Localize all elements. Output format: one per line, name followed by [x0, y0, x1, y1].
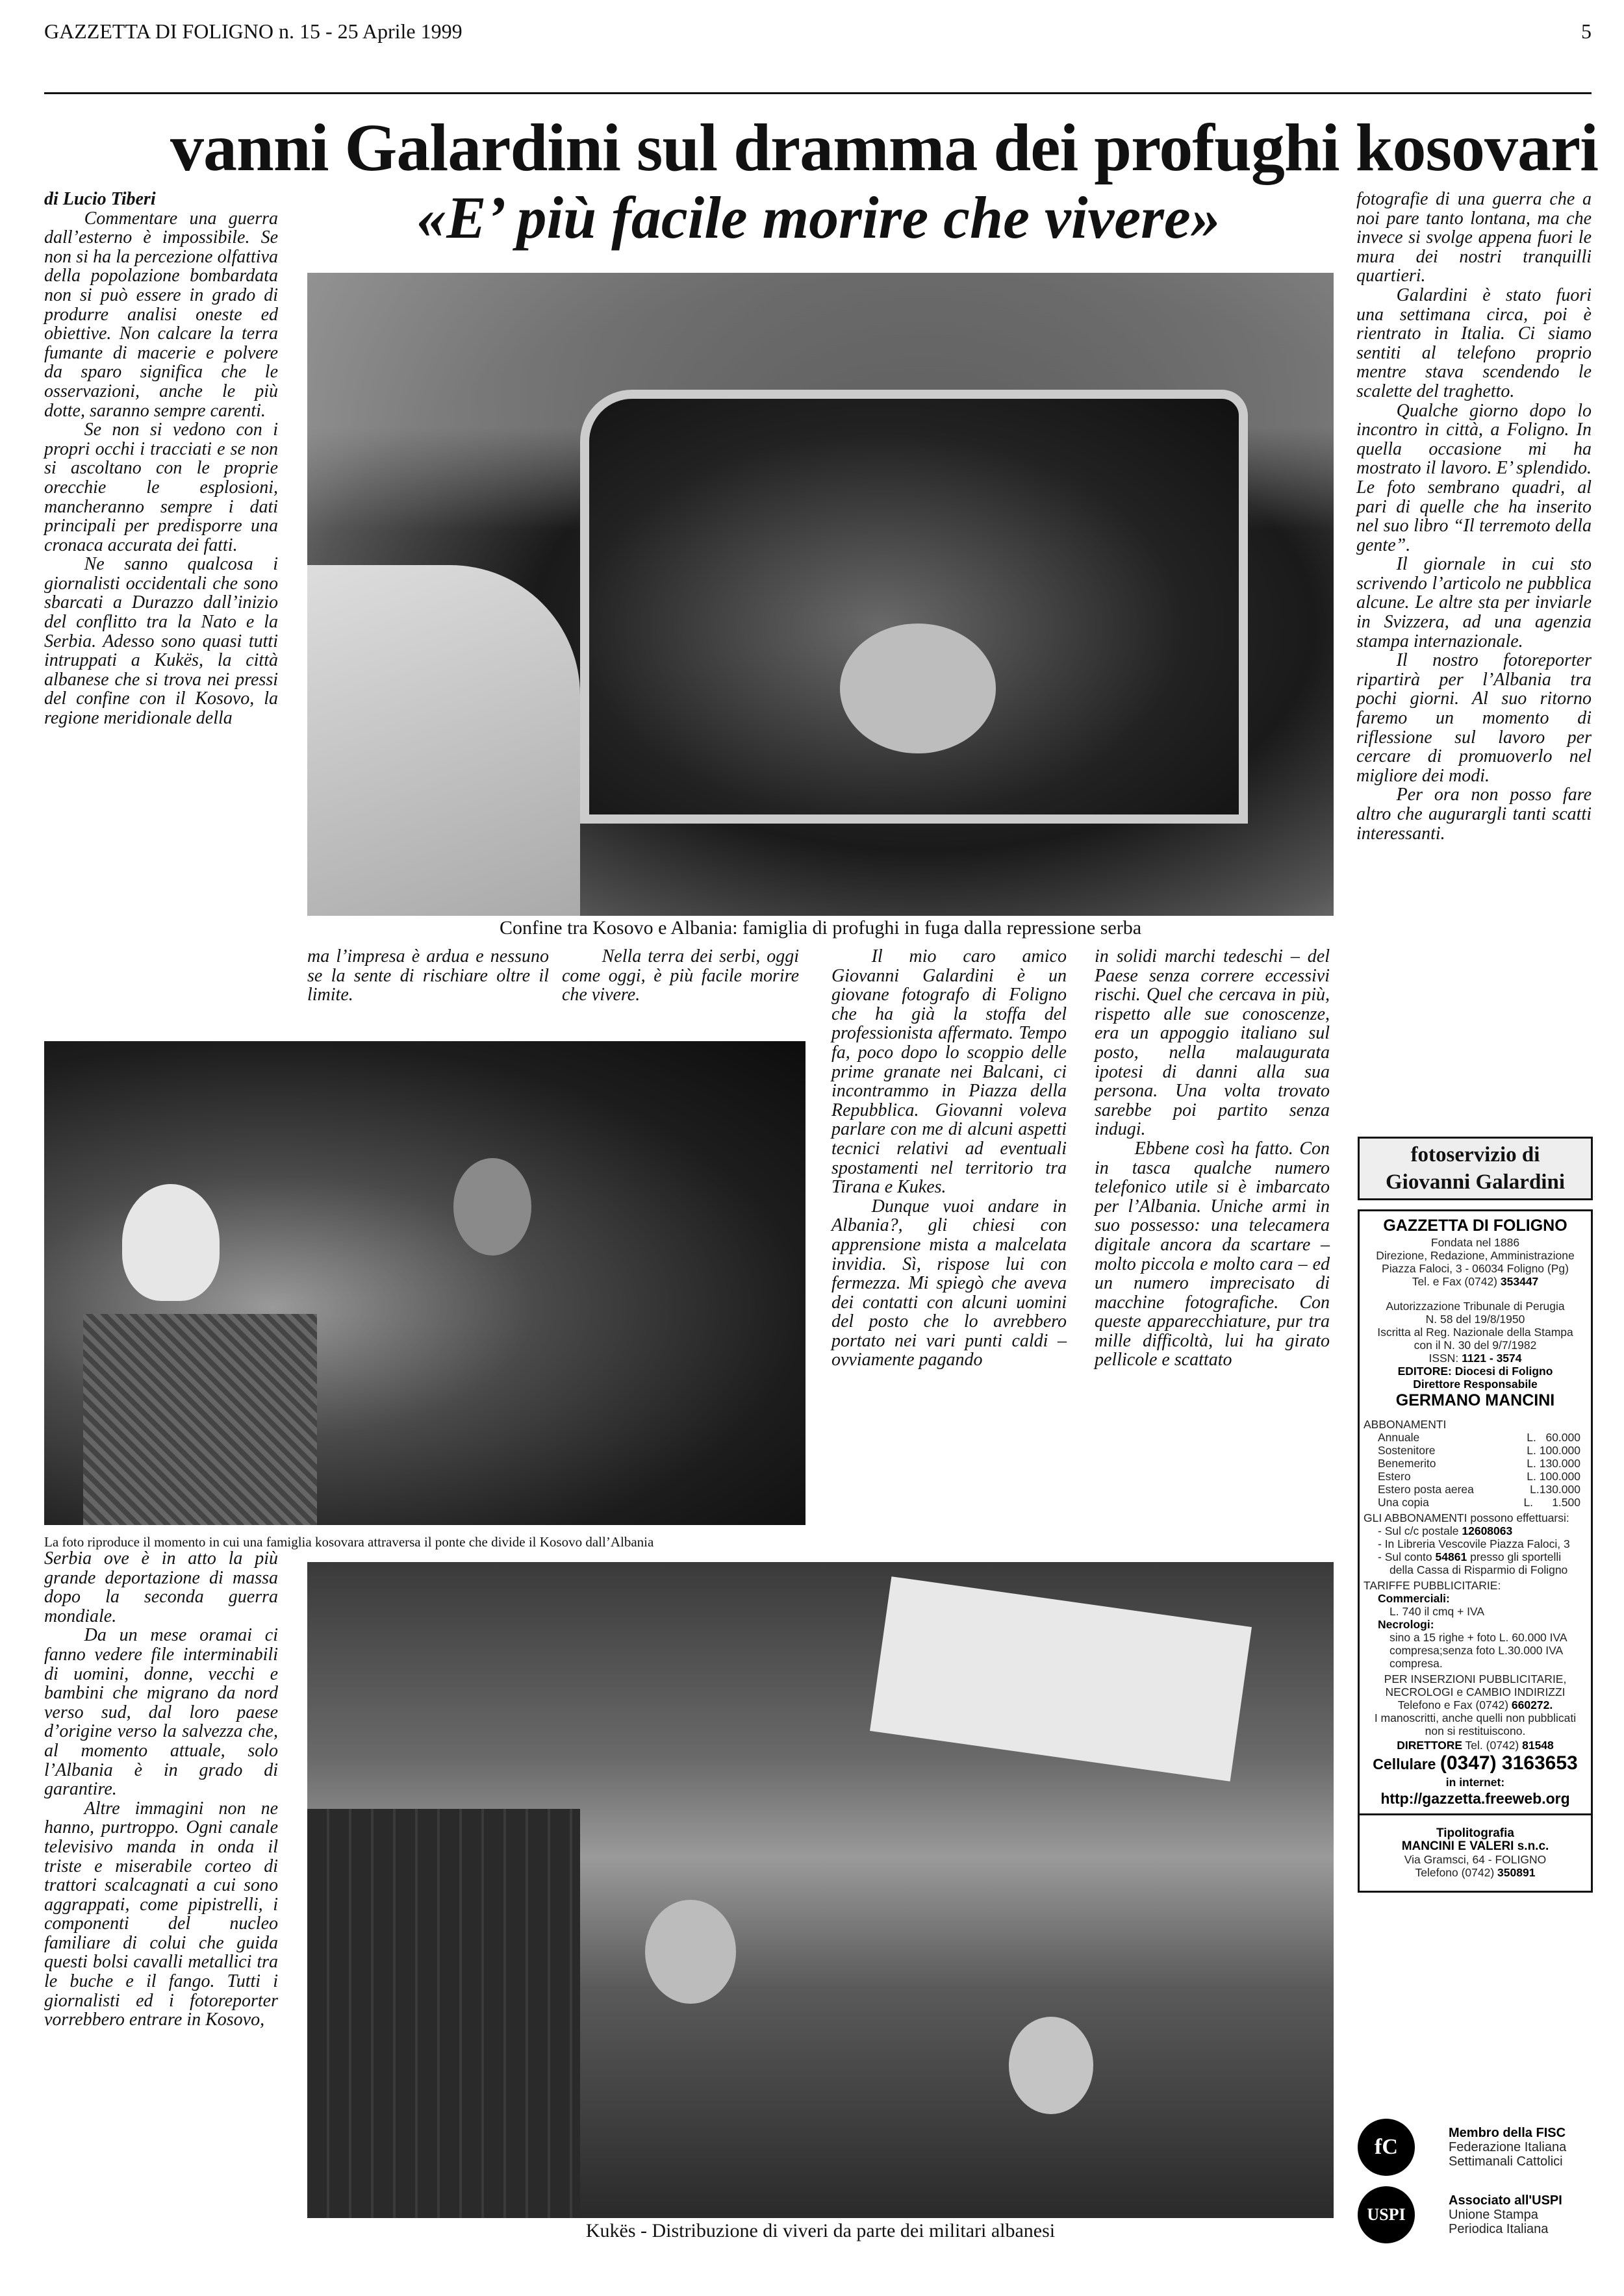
- abb-conto-label: - Sul conto: [1378, 1550, 1432, 1563]
- abbonamento-label: Annuale: [1378, 1431, 1420, 1444]
- headscarf: [122, 1184, 220, 1301]
- info-auth2: N. 58 del 19/8/1950: [1425, 1313, 1525, 1326]
- abbonamento-row: [1364, 1444, 1587, 1457]
- inserzioni-2: NECROLOGI e CAMBIO INDIRIZZI: [1385, 1685, 1566, 1698]
- info-direttore: GERMANO MANCINI: [1395, 1391, 1555, 1409]
- membership-fisc: [1358, 2119, 1605, 2176]
- manoscritti-1: I manoscritti, anche quelli non pubblicati: [1374, 1711, 1577, 1724]
- abb-ccp: 12608063: [1462, 1524, 1513, 1537]
- paragraph: Serbia ove è in atto la più grande deportazione di massa dopo la seconda guerra mondiale.: [44, 1548, 278, 1626]
- photo-credit-box: [1358, 1137, 1593, 1200]
- child-face: [840, 624, 996, 753]
- abbonamento-price: L. 130.000: [1527, 1457, 1580, 1470]
- membership-title: Membro della FISC: [1449, 2126, 1566, 2140]
- direttore-tel-mid: Tel. (0742): [1465, 1739, 1519, 1752]
- info-reg1: Iscritta al Reg. Nazionale della Stampa: [1377, 1326, 1573, 1339]
- manoscritti-2: non si restituiscono.: [1425, 1724, 1526, 1737]
- info-address: Piazza Faloci, 3 - 06034 Foligno (Pg): [1382, 1262, 1569, 1275]
- abb-how: GLI ABBONAMENTI possono effettuarsi:: [1364, 1511, 1569, 1524]
- checkered-coat: [83, 1314, 317, 1525]
- abb-conto-rest2: della Cassa di Risparmio di Foligno: [1389, 1563, 1568, 1576]
- abbonamento-label: Estero posta aerea: [1378, 1483, 1474, 1496]
- info-reg2: con il N. 30 del 9/7/1982: [1414, 1339, 1537, 1352]
- inserzioni-1: PER INSERZIONI PUBBLICITARIE,: [1384, 1672, 1567, 1685]
- paragraph: ma l’impresa è ardua e nessuno se la sente di rischiare oltre il limite.: [307, 946, 549, 1005]
- inserzioni-tel: 660272.: [1511, 1698, 1553, 1711]
- man-face: [453, 1158, 531, 1255]
- abbonamento-label: Estero: [1378, 1470, 1411, 1483]
- website-link[interactable]: http://gazzetta.freeweb.org: [1380, 1790, 1570, 1807]
- necrologi-3: compresa.: [1389, 1657, 1443, 1670]
- photo-refugee-car: [307, 273, 1334, 916]
- paragraph: Nella terra dei serbi, oggi come oggi, è più facile morire che vivere.: [562, 946, 799, 1005]
- memberships: [1358, 2119, 1605, 2254]
- headline: vanni Galardini sul dramma dei profughi kosovari: [170, 110, 1598, 185]
- photo-credit-label: fotoservizio di: [1410, 1143, 1540, 1167]
- info-founded: Fondata nel 1886: [1430, 1236, 1520, 1249]
- child-face: [1009, 2017, 1093, 2114]
- tipografia-tel-label: Telefono (0742): [1415, 1866, 1495, 1879]
- info-tel-label: Tel. e Fax (0742): [1412, 1275, 1498, 1288]
- caption-middle-photo: La foto riproduce il momento in cui una famiglia kosovara attraversa il ponte che divide il Kosovo dall’Albania: [44, 1534, 654, 1550]
- abbonamento-price: L. 100.000: [1527, 1444, 1580, 1457]
- photo-food-distribution: [307, 1562, 1334, 2218]
- article-column-4: [831, 947, 1067, 1370]
- abbonamento-row: [1364, 1457, 1587, 1470]
- paragraph: in solidi marchi tedeschi – del Paese senza correre eccessivi rischi. Quel che cercava in più, rispetto alle sue conoscenze, era un appoggio italiano sul posto, nella malaugurata ipotesi di danni alla sua persona. Una volta trovato sarebbe poi partito senza indugi.: [1095, 946, 1330, 1140]
- paragraph: Galardini è stato fuori una settimana circa, poi è rientrato in Italia. Ci siamo sentiti al telefono proprio mentre stava scendendo le scalette del traghetto.: [1356, 284, 1592, 401]
- cellulare-label: Cellulare: [1373, 1756, 1436, 1772]
- article-column-5: [1095, 947, 1330, 1370]
- abbonamento-price: L.130.000: [1530, 1483, 1580, 1496]
- paragraph: Per ora non posso fare altro che augurargli tanti scatti interessanti.: [1356, 785, 1592, 844]
- abbonamento-row: [1364, 1483, 1587, 1496]
- paragraph: Dunque vuoi andare in Albania?, gli chiesi con apprensione mista a malcelata invidia. Sì, rispose lui con fermezza. Mi spiegò che aveva dei contatti con alcuni uomini del posto che lo avrebbero portato nei vari punti caldi – ovviamente pagando: [831, 1196, 1067, 1370]
- paragraph: Altre immagini non ne hanno, purtroppo. Ogni canale televisivo manda in onda il triste e miserabile corteo di trattori scalcagnati a cui sono aggrappati, come pipistrelli, i componenti del nucleo familiare di colui che guida questi bolsi cavalli metallici tra le buche e il fango. Tutti i giornalisti ed i fotoreporter vorrebbero entrare in Kosovo,: [44, 1798, 278, 2030]
- paragraph: Qualche giorno dopo lo incontro in città, a Foligno. In quella occasione mi ha mostrato il lavoro. E’ splendido. Le foto sembrano quadri, al pari di quelle che ha inserito nel suo libro “Il terremoto della gente”.: [1356, 400, 1592, 555]
- paragraph: Il mio caro amico Giovanni Galardini è un giovane fotografo di Foligno che ha già la stoffa del professionista affermato. Tempo fa, poco dopo lo scoppio delle prime granate nei Balcani, ci incontrammo in Piazza della Repubblica. Giovanni voleva parlare con me di alcuni aspetti tecnici relativi ad eventuali spostamenti nel territorio tra Tirana e Kukes.: [831, 946, 1067, 1198]
- commerciali: L. 740 il cmq + IVA: [1389, 1605, 1485, 1618]
- abbonamenti-title: ABBONAMENTI: [1364, 1418, 1447, 1431]
- direttore-tel: 81548: [1522, 1739, 1554, 1752]
- photo-credit-name: Giovanni Galardini: [1386, 1170, 1565, 1194]
- running-header: [44, 19, 1592, 44]
- paragraph: Ne sanno qualcosa i giornalisti occidentali che sono sbarcati a Durazzo dall’inizio del conflitto tra la Nato e la Serbia. Adesso sono quasi tutti intruppati a Kukës, la città albanese che si trova nei pressi del confine con il Kosovo, la regione meridionale della: [44, 554, 278, 729]
- info-issn-label: ISSN:: [1428, 1352, 1459, 1365]
- abbonamento-row: [1364, 1431, 1587, 1444]
- abb-ccp-label: - Sul c/c postale: [1378, 1524, 1459, 1537]
- info-issn: 1121 - 3574: [1462, 1352, 1522, 1365]
- page-number: 5: [1581, 19, 1592, 43]
- article-column-3: [562, 947, 799, 1005]
- paragraph: Il giornale in cui sto scrivendo l’articolo ne pubblica alcune. Le altre sta per inviarle in Svizzera, ad una agenzia stampa internazionale.: [1356, 554, 1592, 651]
- info-tel: 353447: [1500, 1275, 1539, 1288]
- paragraph: Ebbene così ha fatto. Con in tasca qualche numero telefonico utile si è imbarcato per l’Albania. Uniche armi in suo possesso: una telecamera digitale ancora da scartare – molto piccola e molto cara – ed un numero imprecisato di macchine fotografiche. Con queste apparecchiature, pur tra mille difficoltà, lui ha girato pellicole e scattato: [1095, 1138, 1330, 1370]
- article-column-1-bottom: [44, 1549, 278, 2030]
- header-rule: [44, 92, 1592, 94]
- cellulare-number: (0347) 3163653: [1440, 1752, 1578, 1774]
- membership-line: Unione Stampa: [1449, 2208, 1538, 2222]
- abb-conto-rest: presso gli sportelli: [1470, 1550, 1562, 1563]
- child-face: [645, 1900, 736, 2004]
- tipografia-tel: 350891: [1497, 1866, 1536, 1879]
- abbonamento-price: L. 1.500: [1523, 1496, 1580, 1509]
- caption-top-photo: Confine tra Kosovo e Albania: famiglia di profughi in fuga dalla repressione serba: [499, 917, 1142, 939]
- uspi-logo-icon: USPI: [1358, 2186, 1415, 2243]
- publication-info-box: [1358, 1209, 1593, 1893]
- membership-line: Settimanali Cattolici: [1449, 2154, 1563, 2169]
- abbonamento-label: Sostenitore: [1378, 1444, 1436, 1457]
- abbonamento-row: [1364, 1496, 1587, 1509]
- paragraph: fotografie di una guerra che a noi pare tanto lontana, ma che invece si svolge appena fuori le mura dei nostri tranquilli quartieri.: [1356, 189, 1592, 286]
- membership-line: Federazione Italiana: [1449, 2140, 1567, 2154]
- paragraph: Commentare una guerra dall’esterno è impossibile. Se non si ha la percezione olfattiva della popolazione bombardata non si può essere in grado di produrre analisi oneste ed obiettive. Non calcare la terra fumante di macerie e polvere da sparo significa che le osservazioni, anche le più dotte, saranno sempre carenti.: [44, 208, 278, 421]
- info-editore: EDITORE: Diocesi di Foligno: [1397, 1365, 1553, 1378]
- paragraph: Il nostro fotoreporter ripartirà per l’Albania tra pochi giorni. Al suo ritorno faremo un momento di riflessione sul lavoro per cercare di promuoverlo nel migliore dei modi.: [1356, 650, 1592, 786]
- info-title: GAZZETTA DI FOLIGNO: [1383, 1217, 1567, 1235]
- abbonamento-label: Una copia: [1378, 1496, 1429, 1509]
- paragraph: Se non si vedono con i propri occhi i tracciati e se non si ascoltano con le proprie orecchie le esplosioni, mancheranno sempre i dati principali per predisporre una cronaca accurata dei fatti.: [44, 420, 278, 555]
- truck-side: [307, 1809, 580, 2218]
- abbonamento-price: L. 100.000: [1527, 1470, 1580, 1483]
- info-direttore-label: Direttore Responsabile: [1413, 1378, 1538, 1391]
- necrologi-2: compresa;senza foto L.30.000 IVA: [1389, 1644, 1564, 1657]
- commerciali-label: Commerciali:: [1378, 1592, 1450, 1605]
- food-bag: [870, 1576, 1252, 1782]
- abb-conto: 54861: [1435, 1550, 1467, 1563]
- car-window: [580, 390, 1248, 824]
- abbonamento-label: Benemerito: [1378, 1457, 1436, 1470]
- tipografia-address: Via Gramsci, 64 - FOLIGNO: [1404, 1853, 1547, 1866]
- subtitle: «E’ più facile morire che vivere»: [416, 184, 1221, 251]
- article-column-2: [307, 947, 549, 1005]
- membership-title: Associato all'USPI: [1449, 2193, 1562, 2208]
- masthead-line: GAZZETTA DI FOLIGNO n. 15 - 25 Aprile 1999: [44, 19, 463, 43]
- tipografia-name: MANCINI E VALERI s.n.c.: [1401, 1839, 1549, 1853]
- abbonamento-row: [1364, 1470, 1587, 1483]
- tipografia-label: Tipolitografia: [1436, 1826, 1514, 1840]
- byline: di Lucio Tiberi: [44, 189, 156, 209]
- info-offices: Direzione, Redazione, Amministrazione: [1376, 1249, 1575, 1262]
- paragraph: Da un mese oramai ci fanno vedere file interminabili di uomini, donne, vecchi e bambini che migrano da nord verso sud, dal loro paese d’origine verso la salvezza che, al momento attuale, solo l’Albania è in grado di garantire.: [44, 1625, 278, 1800]
- car-body: [307, 565, 580, 916]
- photo-family-crossing: [44, 1041, 806, 1525]
- abbonamento-price: L. 60.000: [1527, 1431, 1580, 1444]
- caption-bottom-photo: Kukës - Distribuzione di viveri da parte dei militari albanesi: [585, 2220, 1056, 2241]
- tariffe-title: TARIFFE PUBBLICITARIE:: [1364, 1579, 1501, 1592]
- article-column-1-top: [44, 190, 278, 728]
- article-column-6: [1356, 190, 1592, 843]
- membership-uspi: [1358, 2186, 1605, 2243]
- necrologi-1: sino a 15 righe + foto L. 60.000 IVA: [1389, 1631, 1567, 1644]
- necrologi-label: Necrologi:: [1378, 1618, 1434, 1631]
- fisc-logo-icon: fC: [1358, 2119, 1415, 2176]
- membership-line: Periodica Italiana: [1449, 2222, 1549, 2236]
- internet-label: in internet:: [1445, 1776, 1505, 1789]
- inserzioni-tel-label: Telefono e Fax (0742): [1397, 1698, 1509, 1711]
- info-auth1: Autorizzazione Tribunale di Perugia: [1386, 1300, 1565, 1313]
- direttore-tel-label: DIRETTORE: [1397, 1739, 1462, 1752]
- abb-libreria: - In Libreria Vescovile Piazza Faloci, 3: [1378, 1537, 1570, 1550]
